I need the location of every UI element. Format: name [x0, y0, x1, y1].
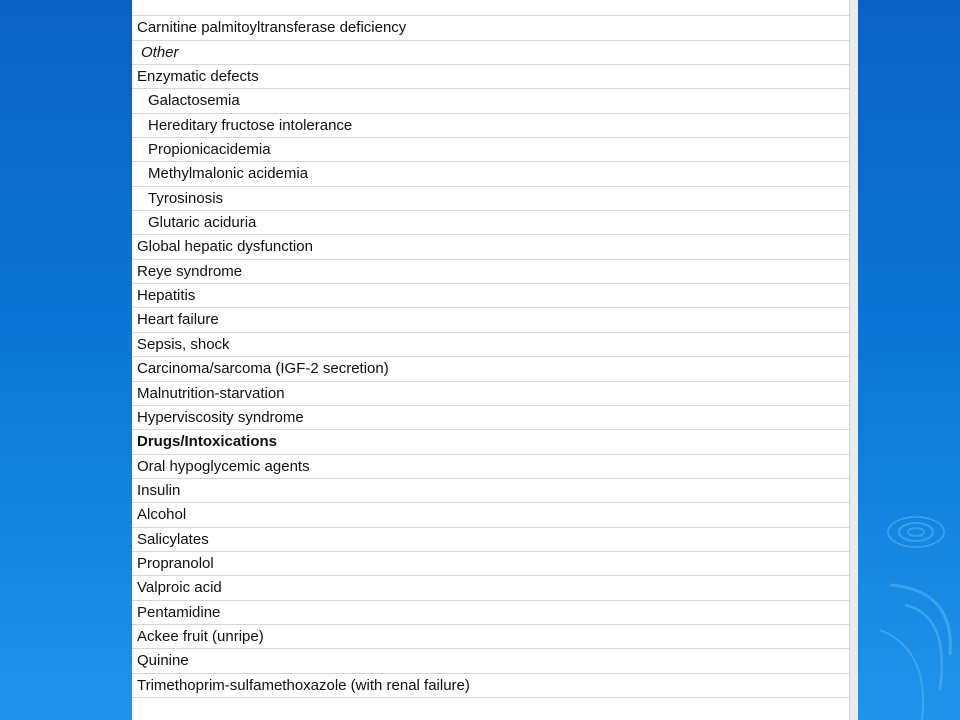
table-row: Carcinoma/sarcoma (IGF-2 secretion)	[132, 357, 850, 381]
table-row: Hepatitis	[132, 284, 850, 308]
table-row: Malnutrition-starvation	[132, 382, 850, 406]
table-row: Enzymatic defects	[132, 65, 850, 89]
table-row: Glutaric aciduria	[132, 211, 850, 235]
table-row: Heart failure	[132, 308, 850, 332]
table-row: Propranolol	[132, 552, 850, 576]
table-row: Oral hypoglycemic agents	[132, 455, 850, 479]
table-row: Carnitine palmitoyltransferase deficiency	[132, 16, 850, 40]
table-row: Trimethoprim-sulfamethoxazole (with renal failure)	[132, 674, 850, 698]
table-row	[132, 0, 850, 16]
table-row: Hyperviscosity syndrome	[132, 406, 850, 430]
table-row: Galactosemia	[132, 89, 850, 113]
table-row: Pentamidine	[132, 601, 850, 625]
table-row: Sepsis, shock	[132, 333, 850, 357]
table-row: Other	[132, 41, 850, 65]
table-row: Quinine	[132, 649, 850, 673]
table-row: Valproic acid	[132, 576, 850, 600]
table-row: Tyrosinosis	[132, 187, 850, 211]
table-row: Reye syndrome	[132, 260, 850, 284]
table-row: Propionicacidemia	[132, 138, 850, 162]
table-row: Methylmalonic acidemia	[132, 162, 850, 186]
table-row: Insulin	[132, 479, 850, 503]
table-row: Ackee fruit (unripe)	[132, 625, 850, 649]
table-row: Hereditary fructose intolerance	[132, 114, 850, 138]
table-row: Global hepatic dysfunction	[132, 235, 850, 259]
table-section-header: Drugs/Intoxications	[132, 430, 850, 454]
table-row: Salicylates	[132, 528, 850, 552]
document-panel	[132, 0, 858, 720]
conditions-table	[132, 0, 850, 698]
scrollbar-track[interactable]	[849, 0, 858, 720]
ripple-swirl-icon	[860, 490, 960, 720]
table-row: Alcohol	[132, 503, 850, 527]
